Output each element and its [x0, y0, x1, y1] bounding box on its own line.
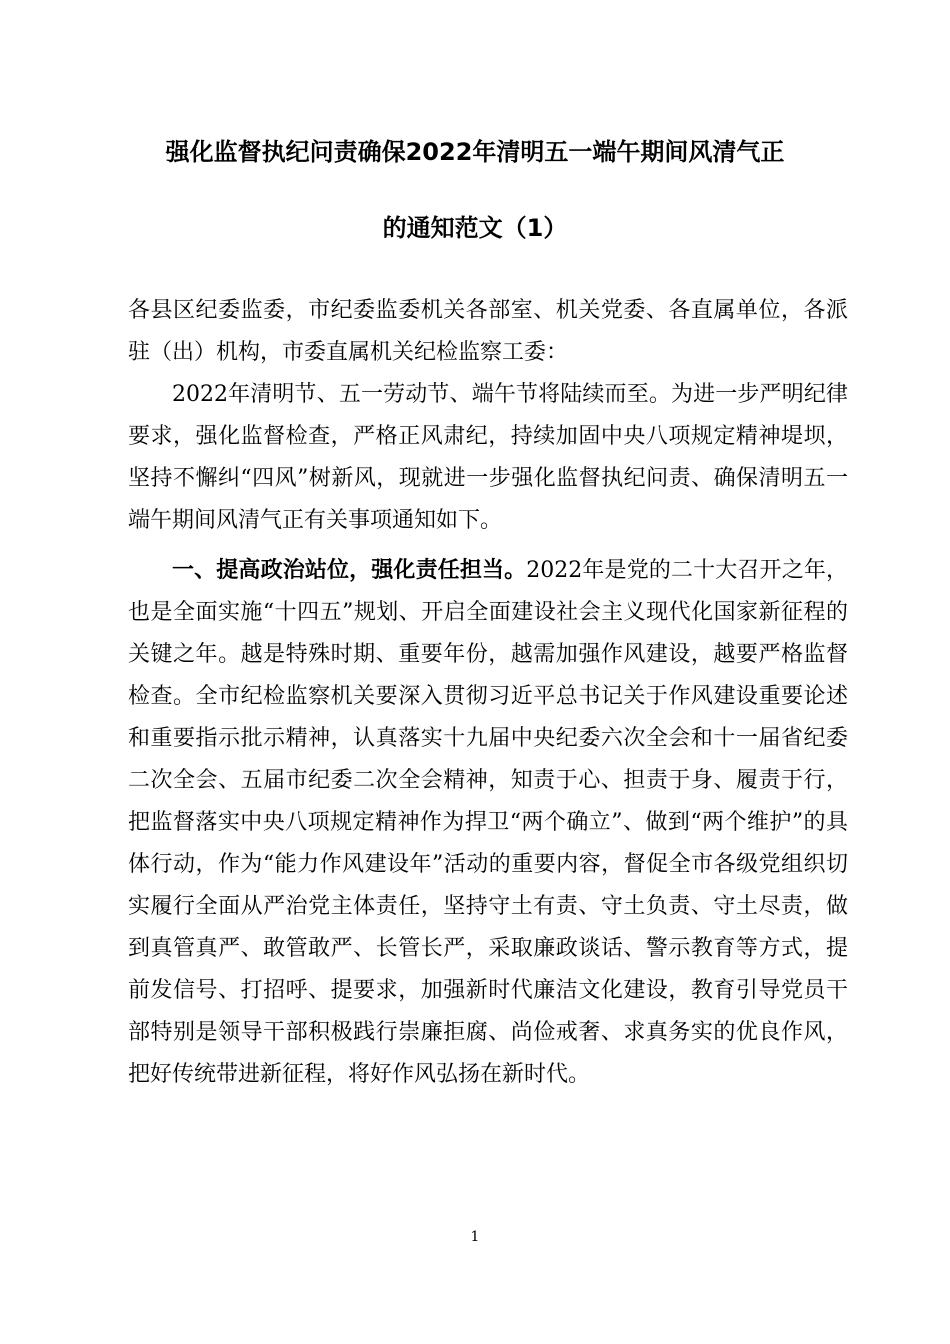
section-1-body: 2022年是党的二十大召开之年，也是全面实施“十四五”规划、开启全面建设社会主义现代化国家新征程的关键之年。越是特殊时期、重要年份，越需加强作风建设，越要严格监督检查。全市纪检监察机关要深入贯彻习近平总书记关于作风建设重要论述和重要指示批示精神，认真落实十九届中央纪委六次全会和十一届省纪委二次全会、五届市纪委二次全会精神，知责于心、担责于身、履责于行，把监督落实中央八项规定精神作为捍卫“两个确立”、做到“两个维护”的具体行动，作为“能力作风建设年”活动的重要内容，督促全市各级党组织切实履行全面从严治党主体责任，坚持守土有责、守土负责、守土尽责，做到真管真严、敢管敢严、长管长严，采取廉政谈话、警示教育等方式，提前发信号、打招呼、提要求，加强新时代廉洁文化建设，教育引导党员干部特别是领导干部积极践行崇廉拒腐、尚俭戒奢、求真务实的优良作风，把好传统带进新征程，将好作风弘扬在新时代。 — [128, 558, 848, 1087]
section-1-paragraph — [128, 550, 848, 1096]
page-number: 1 — [470, 1229, 480, 1245]
section-1-heading: 一、提高政治站位，强化责任担当。 — [172, 558, 527, 583]
document-body — [128, 290, 848, 1096]
salutation-paragraph: 各县区纪委监委，市纪委监委机关各部室、机关党委、各直属单位，各派驻（出）机构，市委直属机关纪检监察工委： — [128, 298, 848, 365]
intro-paragraph: 2022年清明节、五一劳动节、端午节将陆续而至。为进一步严明纪律要求，强化监督检查，严格正风肃纪，持续加固中央八项规定精神堤坝，坚持不懈纠“四风”树新风，现就进一步强化监督执纪问责、确保清明五一端午期间风清气正有关事项通知如下。 — [128, 382, 848, 533]
document-title-line-1: 强化监督执纪问责确保2022年清明五一端午期间风清气正 — [165, 138, 785, 166]
document-title-line-2: 的通知范文（1） — [382, 214, 568, 242]
